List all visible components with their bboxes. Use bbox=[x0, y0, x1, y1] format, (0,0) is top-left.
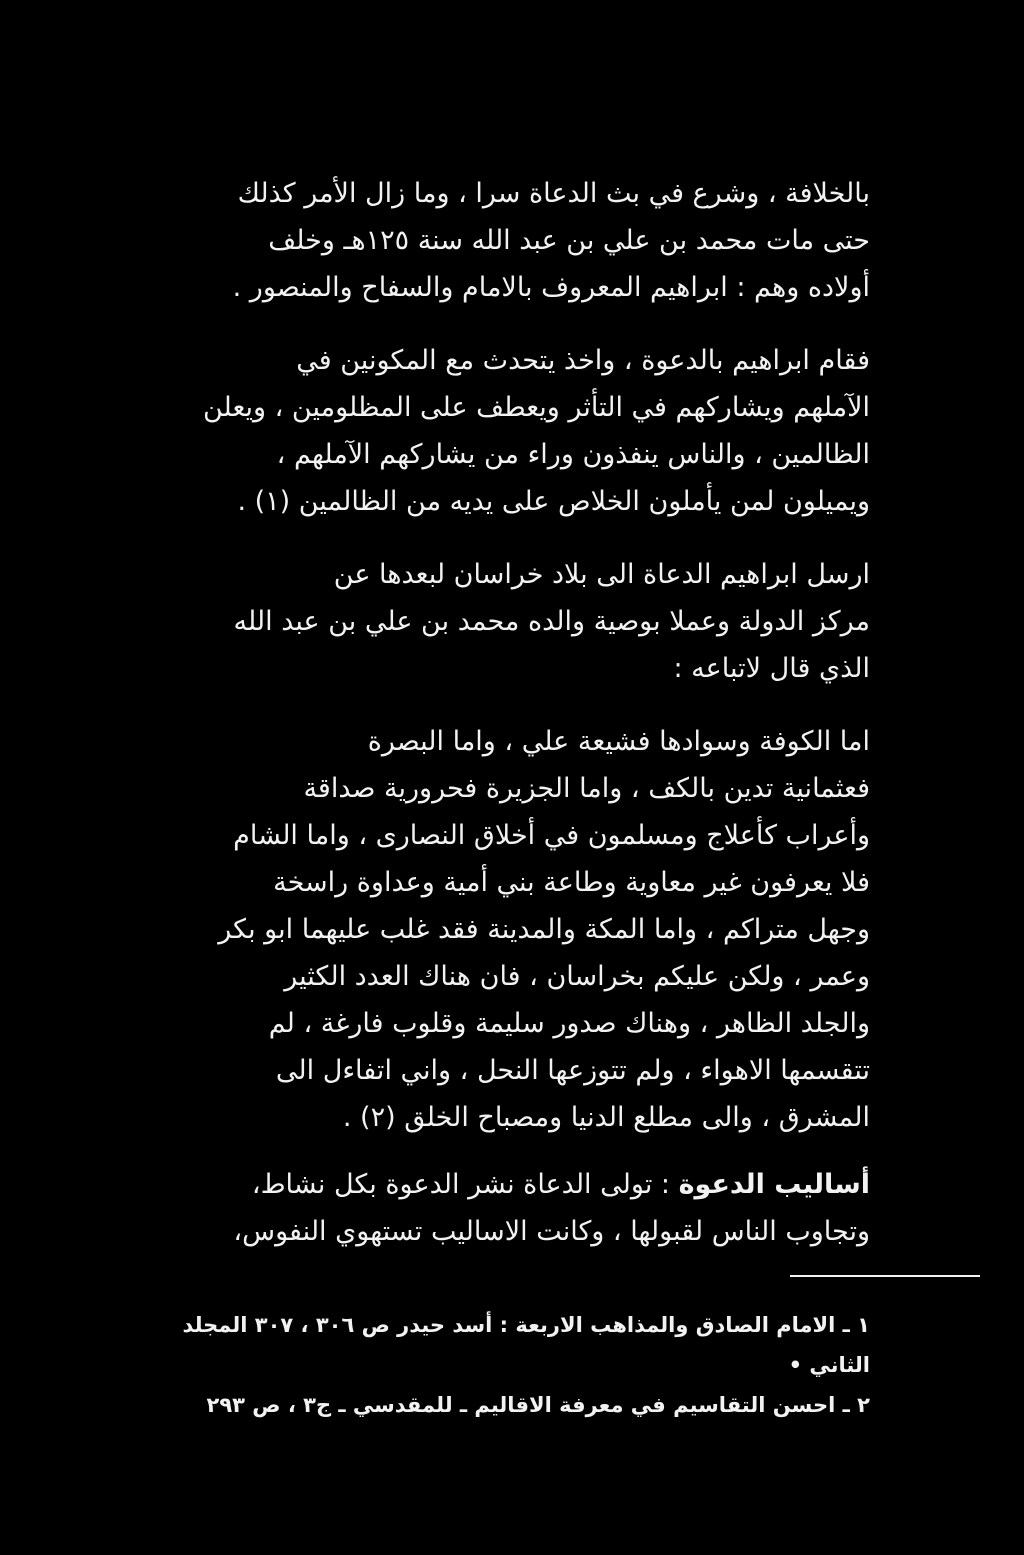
footnote-divider bbox=[110, 1275, 870, 1299]
text-line: مركز الدولة وعملا بوصية والده محمد بن علي بن عبد الله bbox=[233, 606, 870, 637]
text-line bbox=[110, 1161, 870, 1208]
text-line: وأعراب كأعلاج ومسلمون في أخلاق النصارى ، واما الشام bbox=[233, 820, 870, 851]
footnote-1-continuation: الثاني • bbox=[788, 1353, 870, 1377]
text-line: الآملهم ويشاركهم في التأثر ويعطف على المظلومين ، ويعلن bbox=[202, 392, 870, 423]
paragraph-caliphate-succession bbox=[110, 170, 870, 311]
text-line: بالخلافة ، وشرع في بث الدعاة سرا ، وما زال الأمر كذلك bbox=[237, 178, 870, 209]
text-line: المشرق ، والى مطلع الدنيا ومصباح الخلق (٢) . bbox=[342, 1102, 870, 1133]
paragraph-regions-quote bbox=[110, 718, 870, 1141]
text-line: فلا يعرفون غير معاوية وطاعة بني أمية وعداوة راسخة bbox=[273, 867, 870, 898]
section-heading: أساليب الدعوة bbox=[678, 1169, 870, 1200]
footnote-2: ٢ ـ احسن التقاسيم في معرفة الاقاليم ـ للمقدسي ـ ج٣ ، ص ٢٩٣ bbox=[206, 1393, 870, 1417]
text-line: وتجاوب الناس لقبولها ، وكانت الاساليب تستهوي النفوس، bbox=[233, 1216, 870, 1247]
footnotes bbox=[110, 1305, 870, 1425]
text-line: وعمر ، ولكن عليكم بخراسان ، فان هناك العدد الكثير bbox=[284, 961, 870, 992]
text-line: تتقسمها الاهواء ، ولم تتوزعها النحل ، واني اتفاءل الى bbox=[275, 1055, 870, 1086]
divider-line bbox=[790, 1275, 980, 1277]
text-line: فقام ابراهيم بالدعوة ، واخذ يتحدث مع المكونين في bbox=[296, 345, 870, 376]
text-line: الذي قال لاتباعه : bbox=[673, 653, 870, 684]
text-line: ويميلون لمن يأملون الخلاص على يديه من الظالمين (١) . bbox=[237, 486, 870, 517]
text-line: أولاده وهم : ابراهيم المعروف بالامام والسفاح والمنصور . bbox=[232, 272, 870, 303]
text-line: حتى مات محمد بن علي بن عبد الله سنة ١٢٥هـ وخلف bbox=[268, 225, 870, 256]
text-line: الظالمين ، والناس ينفذون وراء من يشاركهم الآملهم ، bbox=[276, 439, 870, 470]
footnote-1: ١ ـ الامام الصادق والمذاهب الاربعة : أسد حيدر ص ٣٠٦ ، ٣٠٧ المجلد bbox=[182, 1313, 870, 1337]
paragraph-khorasan-mission bbox=[110, 551, 870, 692]
text-line: والجلد الظاهر ، وهناك صدور سليمة وقلوب فارغة ، لم bbox=[268, 1008, 870, 1039]
paragraph-ibrahim-dawa bbox=[110, 337, 870, 525]
text-line: فعثمانية تدين بالكف ، واما الجزيرة فحرورية صداقة bbox=[303, 773, 870, 804]
text-line: اما الكوفة وسوادها فشيعة علي ، واما البصرة bbox=[367, 726, 870, 757]
paragraph-dawa-methods bbox=[110, 1161, 870, 1255]
document-page bbox=[110, 170, 870, 1425]
text-line: وجهل متراكم ، واما المكة والمدينة فقد غلب عليهما ابو بكر bbox=[218, 914, 870, 945]
text-line: ارسل ابراهيم الدعاة الى بلاد خراسان لبعدها عن bbox=[333, 559, 870, 590]
text-run: : تولى الدعاة نشر الدعوة بكل نشاط، bbox=[251, 1169, 679, 1200]
